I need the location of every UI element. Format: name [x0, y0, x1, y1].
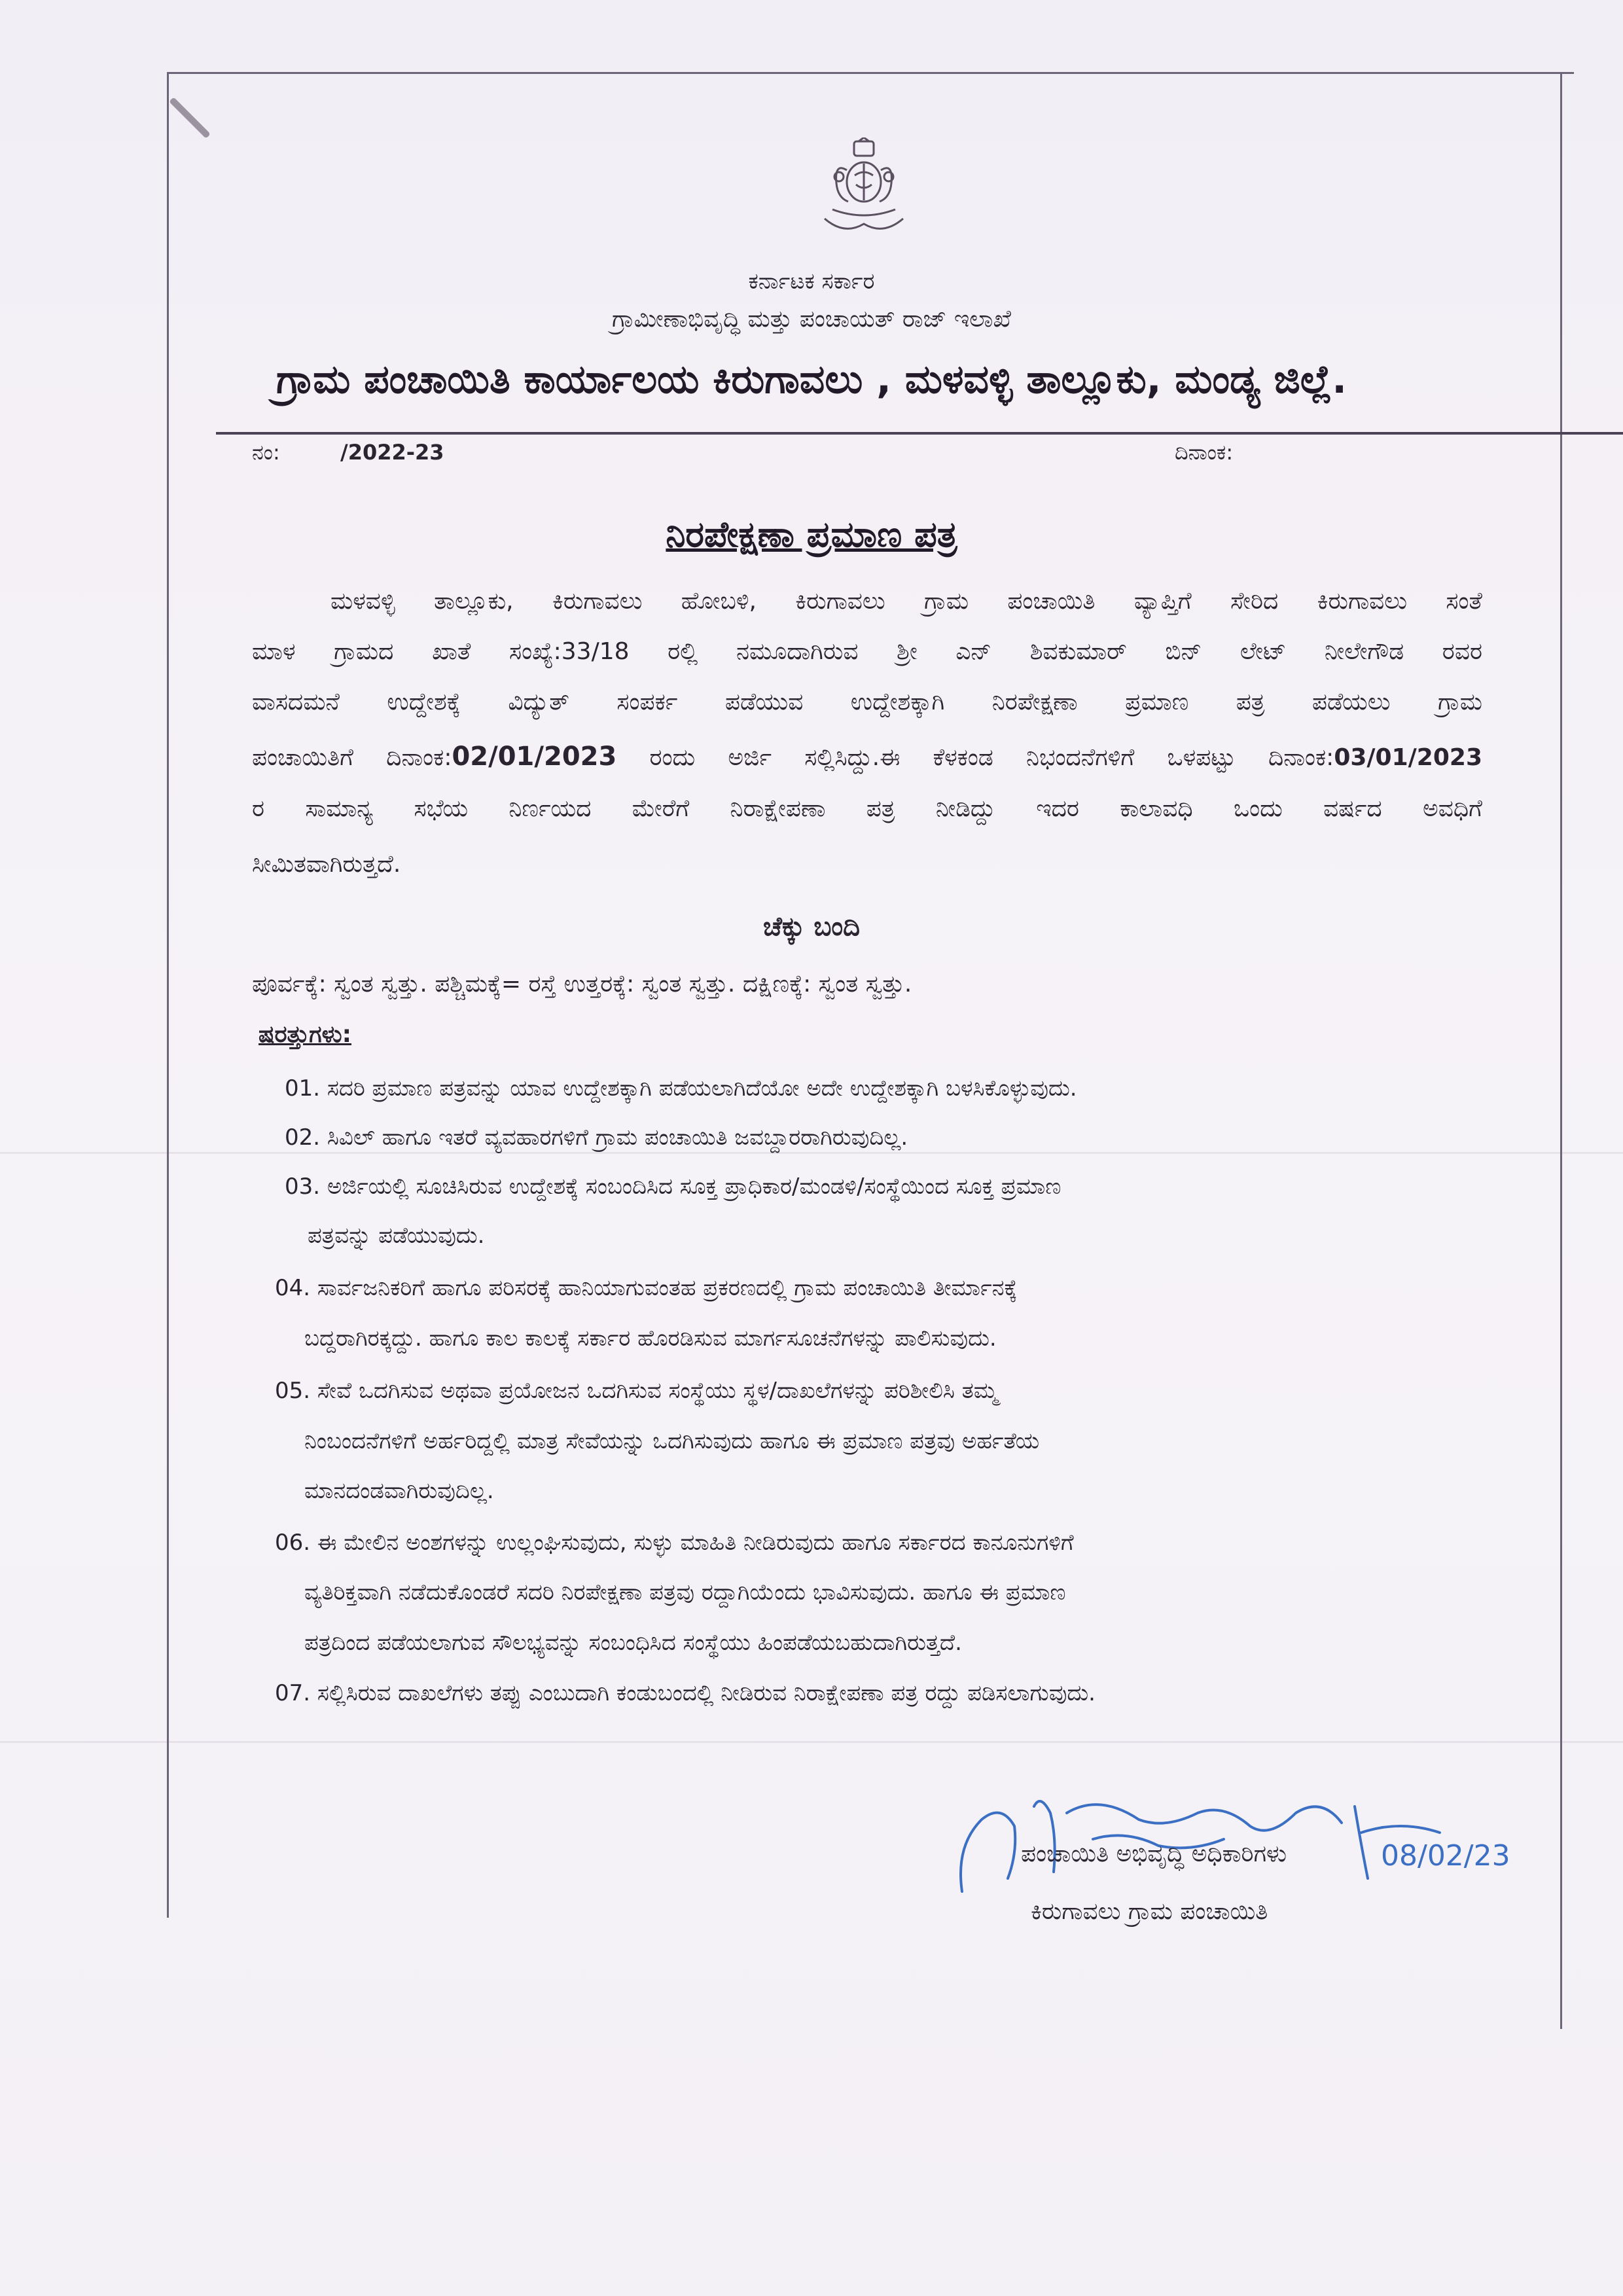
- condition-item: 02. ಸಿವಿಲ್ ಹಾಗೂ ಇತರೆ ವ್ಯವಹಾರಗಳಿಗೆ ಗ್ರಾಮ ಪಂಚಾಯಿತಿ ಜವಬ್ದಾರರಾಗಿರುವುದಿಲ್ಲ.: [285, 1124, 908, 1151]
- condition-item: 03. ಅರ್ಜಿಯಲ್ಲಿ ಸೂಚಿಸಿರುವ ಉದ್ದೇಶಕ್ಕೆ ಸಂಬಂದಿಸಿದ ಸೂಕ್ತ ಪ್ರಾಧಿಕಾರ/ಮಂಡಳಿ/ಸಂಸ್ಥೆಯಿಂದ ಸೂಕ್ತ ಪ್ರಮಾಣ: [285, 1174, 1061, 1200]
- certificate-title: ನಿರಪೇಕ್ಷಣಾ ಪ್ರಮಾಣ ಪತ್ರ: [666, 514, 957, 555]
- signatory-office: ಕಿರುಗಾವಲು ಗ್ರಾಮ ಪಂಚಾಯಿತಿ: [1031, 1898, 1268, 1925]
- border-left: [167, 72, 169, 1918]
- resolution-date: 03/01/2023: [1334, 744, 1482, 771]
- boundary-heading: ಚೆಕ್ಕು ಬಂದಿ: [762, 912, 860, 942]
- condition-item: 04. ಸಾರ್ವಜನಿಕರಿಗೆ ಹಾಗೂ ಪರಿಸರಕ್ಕೆ ಹಾನಿಯಾಗುವಂತಹ ಪ್ರಕರಣದಲ್ಲಿ ಗ್ರಾಮ ಪಂಚಾಯಿತಿ ತೀರ್ಮಾನಕ್ಕೆ: [275, 1275, 1018, 1301]
- condition-item-continued: ವ್ಯತಿರಿಕ್ತವಾಗಿ ನಡೆದುಕೊಂಡರೆ ಸದರಿ ನಿರಪೇಕ್ಷಣಾ ಪತ್ರವು ರದ್ದಾಗಿಯೆಂದು ಭಾವಿಸುವುದು. ಹಾಗೂ ಈ ಪ್ರಮಾಣ: [304, 1579, 1066, 1605]
- government-name: ಕರ್ನಾಟಕ ಸರ್ಕಾರ: [748, 268, 875, 295]
- condition-item: 06. ಈ ಮೇಲಿನ ಅಂಶಗಳನ್ನು ಉಲ್ಲಂಘಿಸುವುದು, ಸುಳ್ಳು ಮಾಹಿತಿ ನೀಡಿರುವುದು ಹಾಗೂ ಸರ್ಕಾರದ ಕಾನೂನುಗಳಿಗೆ: [275, 1530, 1074, 1556]
- boundary-description: ಪೂರ್ವಕ್ಕೆ: ಸ್ವಂತ ಸ್ವತ್ತು. ಪಶ್ಚಿಮಕ್ಕೆ= ರಸ್ತೆ ಉತ್ತರಕ್ಕೆ: ಸ್ವಂತ ಸ್ವತ್ತು. ದಕ್ಷಿಣಕ್ಕೆ: ಸ್ವಂತ ಸ್ವತ್ತು.: [252, 971, 912, 997]
- condition-item: 05. ಸೇವೆ ಒದಗಿಸುವ ಅಥವಾ ಪ್ರಯೋಜನ ಒದಗಿಸುವ ಸಂಸ್ಥೆಯು ಸ್ಥಳ/ದಾಖಲೆಗಳನ್ನು ಪರಿಶೀಲಿಸಿ ತಮ್ಮ: [275, 1378, 998, 1404]
- border-top: [167, 72, 1574, 74]
- staple-mark: [169, 97, 211, 139]
- department-name: ಗ್ರಾಮೀಣಾಭಿವೃದ್ಧಿ ಮತ್ತು ಪಂಚಾಯತ್ ರಾಜ್ ಇಲಾಖೆ: [612, 306, 1011, 332]
- conditions-heading: ಷರತ್ತುಗಳು:: [259, 1021, 351, 1048]
- signatory-title: ಪಂಚಾಯಿತಿ ಅಭಿವೃದ್ಧಿ ಅಧಿಕಾರಿಗಳು: [1021, 1840, 1287, 1867]
- body-line-2: ಮಾಳ ಗ್ರಾಮದ ಖಾತೆ ಸಂಖ್ಯೆ:33/18 ರಲ್ಲಿ ನಮೂದಾಗಿರುವ ಶ್ರೀ ಎನ್ ಶಿವಕುಮಾರ್ ಬಿನ್ ಲೇಟ್ ನೀಲೇಗೌಡ ರವರ: [252, 638, 1482, 665]
- header-divider: [216, 432, 1623, 435]
- body-line-4-mid: ರಂದು ಅರ್ಜಿ ಸಲ್ಲಿಸಿದ್ದು.ಈ ಕೆಳಕಂಡ ನಿಭಂದನೆಗಳಿಗೆ ಒಳಪಟ್ಟು ದಿನಾಂಕ:: [616, 744, 1334, 771]
- paper-fold-line: [0, 1152, 1623, 1154]
- condition-item-continued: ನಿಂಬಂದನೆಗಳಿಗೆ ಅರ್ಹರಿದ್ದಲ್ಲಿ ಮಾತ್ರ ಸೇವೆಯನ್ನು ಒದಗಿಸುವುದು ಹಾಗೂ ಈ ಪ್ರಮಾಣ ಪತ್ರವು ಅರ್ಹತೆಯ: [304, 1428, 1040, 1454]
- reference-label: ನಂ:: [252, 440, 280, 465]
- state-emblem-icon: [798, 137, 929, 236]
- condition-item-continued: ಬದ್ದರಾಗಿರಕ್ಕದ್ದು. ಹಾಗೂ ಕಾಲ ಕಾಲಕ್ಕೆ ಸರ್ಕಾರ ಹೊರಡಿಸುವ ಮಾರ್ಗಸೂಚನೆಗಳನ್ನು ಪಾಲಿಸುವುದು.: [304, 1325, 997, 1352]
- paper-fold-line: [0, 1741, 1623, 1743]
- body-line-4: [252, 742, 1482, 772]
- signature-date: 08/02/23: [1381, 1839, 1510, 1873]
- body-line-1: ಮಳವಳ್ಳಿ ತಾಲ್ಲೂಕು, ಕಿರುಗಾವಲು ಹೋಬಳಿ, ಕಿರುಗಾವಲು ಗ್ರಾಮ ಪಂಚಾಯಿತಿ ವ್ಯಾಪ್ತಿಗೆ ಸೇರಿದ ಕಿರುಗಾವಲು ಸಂತೆ: [330, 588, 1482, 615]
- condition-item-continued: ಮಾನದಂಡವಾಗಿರುವುದಿಲ್ಲ.: [304, 1478, 494, 1504]
- body-line-6: ಸೀಮಿತವಾಗಿರುತ್ತದೆ.: [252, 851, 401, 878]
- date-label: ದಿನಾಂಕ:: [1175, 440, 1234, 465]
- office-heading: ಗ್ರಾಮ ಪಂಚಾಯಿತಿ ಕಾರ್ಯಾಲಯ ಕಿರುಗಾವಲು , ಮಳವಳ್ಳಿ ತಾಲ್ಲೂಕು, ಮಂಡ್ಯ ಜಿಲ್ಲೆ.: [276, 357, 1347, 403]
- body-line-3: ವಾಸದಮನೆ ಉದ್ದೇಶಕ್ಕೆ ವಿದ್ಯುತ್ ಸಂಪರ್ಕ ಪಡೆಯುವ ಉದ್ದೇಶಕ್ಕಾಗಿ ನಿರಪೇಕ್ಷಣಾ ಪ್ರಮಾಣ ಪತ್ರ ಪಡೆಯಲು ಗ್ರಾಮ: [252, 689, 1482, 715]
- body-line-5: ರ ಸಾಮಾನ್ಯ ಸಭೆಯ ನಿರ್ಣಯದ ಮೇರೆಗೆ ನಿರಾಕ್ಷೇಪಣಾ ಪತ್ರ ನೀಡಿದ್ದು ಇದರ ಕಾಲಾವಧಿ ಒಂದು ವರ್ಷದ ಅವಧಿಗೆ: [252, 795, 1482, 822]
- reference-number: /2022-23: [340, 440, 444, 465]
- body-line-4-pre: ಪಂಚಾಯಿತಿಗೆ ದಿನಾಂಕ:: [252, 744, 452, 771]
- condition-item-continued: ಪತ್ರದಿಂದ ಪಡೆಯಲಾಗುವ ಸೌಲಭ್ಯವನ್ನು ಸಂಬಂಧಿಸಿದ ಸಂಸ್ಥೆಯು ಹಿಂಪಡೆಯಬಹುದಾಗಿರುತ್ತದೆ.: [304, 1630, 962, 1656]
- condition-item: 07. ಸಲ್ಲಿಸಿರುವ ದಾಖಲೆಗಳು ತಪ್ಪು ಎಂಬುದಾಗಿ ಕಂಡುಬಂದಲ್ಲಿ ನೀಡಿರುವ ನಿರಾಕ್ಷೇಪಣಾ ಪತ್ರ ರದ್ದು ಪಡಿಸಲಾಗುವುದು.: [275, 1680, 1096, 1706]
- application-date: 02/01/2023: [452, 742, 617, 772]
- condition-item-continued: ಪತ್ರವನ್ನು ಪಡೆಯುವುದು.: [308, 1223, 485, 1249]
- condition-item: 01. ಸದರಿ ಪ್ರಮಾಣ ಪತ್ರವನ್ನು ಯಾವ ಉದ್ದೇಶಕ್ಕಾಗಿ ಪಡೆಯಲಾಗಿದೆಯೋ ಅದೇ ಉದ್ದೇಶಕ್ಕಾಗಿ ಬಳಸಿಕೊಳ್ಳುವುದು.: [285, 1075, 1077, 1102]
